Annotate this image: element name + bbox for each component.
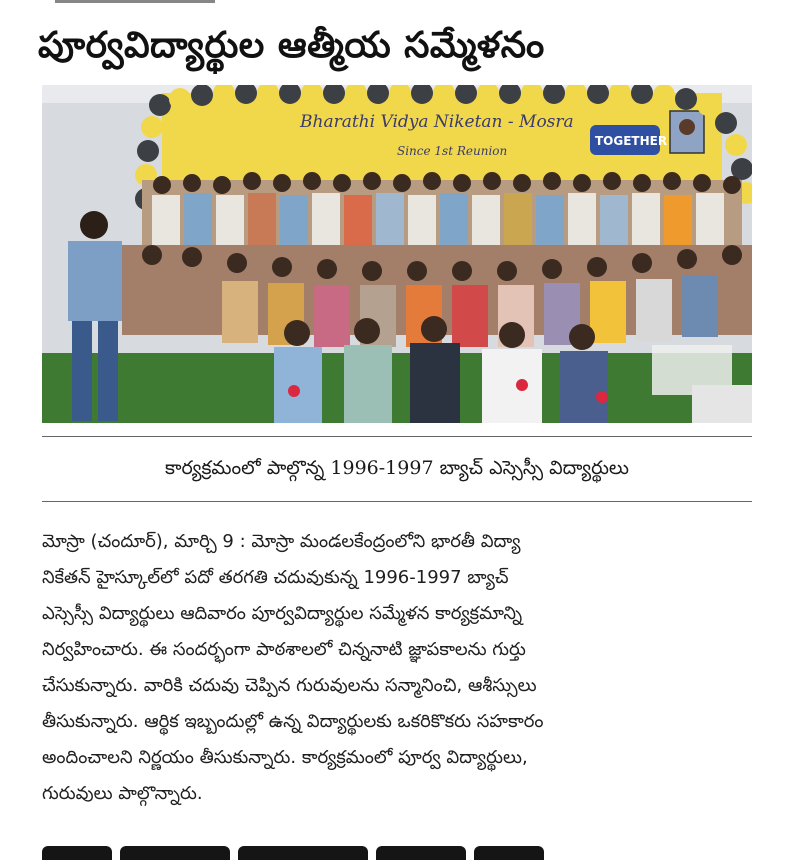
body-line: అందించాలని నిర్ణయం తీసుకున్నారు. కార్యక్రమంలో పూర్వ విద్యార్థులు,	[42, 747, 528, 768]
article-body	[42, 524, 752, 812]
stage-floor	[42, 353, 752, 423]
body-line: తీసుకున్నారు. ఆర్థిక ఇబ్బందుల్లో ఉన్న విద్యార్థులకు ఒకరికొకరు సహకారం	[42, 711, 544, 732]
photo-caption: కార్యక్రమంలో పాల్గొన్న 1996-1997 బ్యాచ్ ఎస్సెస్సీ విద్యార్థులు	[42, 436, 752, 502]
banner-subtitle-text: Since 1st Reunion	[397, 144, 508, 158]
body-line: నిర్వహించారు. ఈ సందర్భంగా పాఠశాలలో చిన్ననాటి జ్ఞాపకాలను గుర్తు	[42, 639, 526, 660]
previous-article-cut-edge	[55, 0, 215, 9]
banner-title-text: Bharathi Vidya Niketan - Mosra	[300, 112, 574, 132]
body-line: నికేతన్ హైస్కూల్‌లో పదో తరగతి చదువుకున్న 1996-1997 బ్యాచ్	[42, 567, 509, 588]
group-photo-illustration	[42, 85, 752, 423]
portrait-face	[679, 119, 695, 135]
group-photo	[42, 85, 752, 423]
together-badge-text: TOGETHER	[595, 134, 668, 148]
next-article-headline-cut	[42, 846, 602, 860]
body-line: మోస్రా (చందూర్), మార్చి 9 : మోస్రా మండలకేంద్రంలోని భారతీ విద్యా	[42, 531, 521, 552]
body-line: గురువులు పాల్గొన్నారు.	[42, 783, 203, 804]
body-line: ఎస్సెస్సీ విద్యార్థులు ఆదివారం పూర్వవిద్యార్థుల సమ్మేళన కార్యక్రమాన్ని	[42, 603, 523, 624]
plastic-chair-right	[692, 385, 752, 423]
article-headline: పూర్వవిద్యార్థుల ఆత్మీయ సమ్మేళనం	[38, 25, 545, 66]
body-line: చేసుకున్నారు. వారికి చదువు చెప్పిన గురువులను సన్మానించి, ఆశీస్సులు	[42, 675, 537, 696]
